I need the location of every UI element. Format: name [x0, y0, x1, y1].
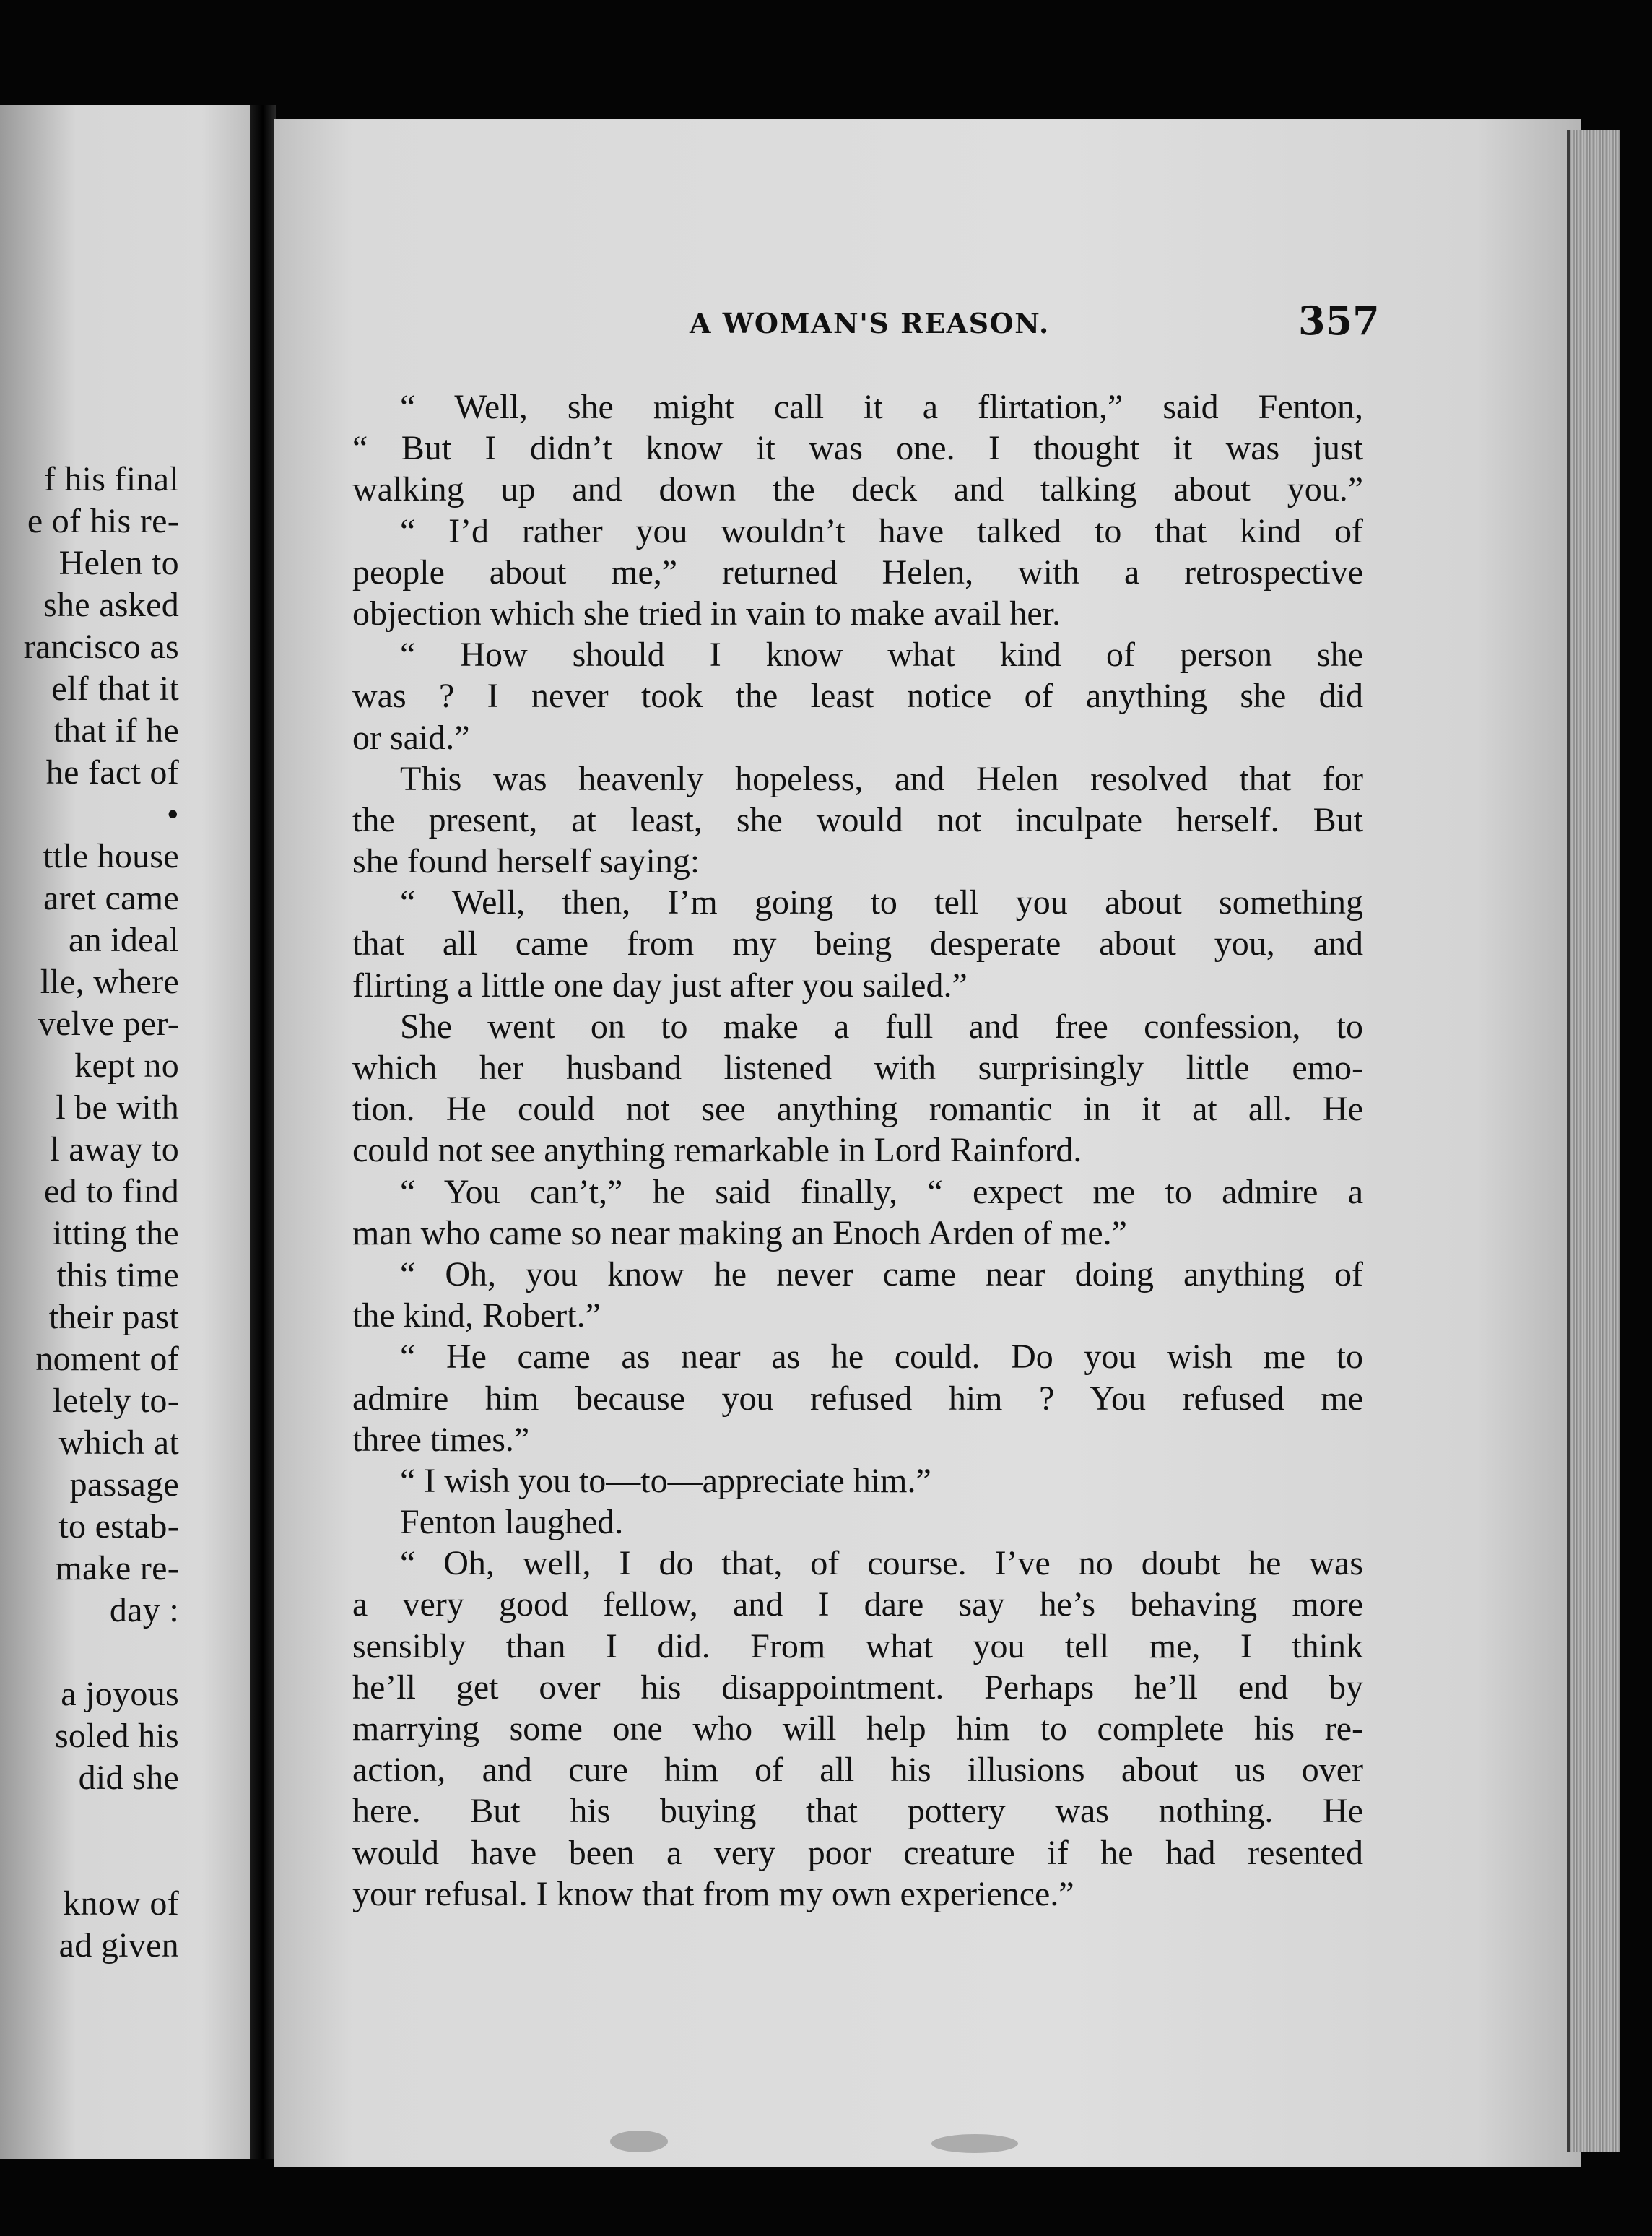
left-line: e of his re- — [27, 502, 179, 540]
left-line: l be with — [56, 1088, 179, 1127]
left-line: an ideal — [69, 921, 179, 959]
text-line: “ Well, then, I’m going to tell you about something — [400, 883, 1363, 922]
text-line: people about me,” returned Helen, with a retrospective — [352, 552, 1363, 592]
left-line: know of — [63, 1884, 179, 1923]
text-line: “ Oh, well, I do that, of course. I’ve no doubt he was — [400, 1544, 1363, 1583]
text-line: here. But his buying that pottery was nothing. He — [352, 1792, 1363, 1831]
body-text — [352, 386, 1363, 1915]
text-line: that all came from my being desperate about you, and — [352, 924, 1363, 963]
left-line: l away to — [50, 1130, 179, 1169]
left-line: passage — [69, 1465, 179, 1504]
text-line: she found herself saying: — [352, 842, 700, 881]
left-line: aret came — [43, 879, 179, 917]
left-line: that if he — [53, 711, 179, 750]
text-line: Fenton laughed. — [400, 1503, 624, 1542]
left-line: this time — [56, 1256, 179, 1294]
left-line: elf that it — [51, 670, 179, 708]
left-line: lle, where — [40, 963, 179, 1001]
text-line: which her husband listened with surprisingly little emo- — [352, 1049, 1363, 1087]
text-line: action, and cure him of all his illusions about us over — [352, 1751, 1363, 1790]
left-line: noment of — [35, 1340, 179, 1378]
text-line: “ Well, she might call it a flirtation,” said Fenton, — [400, 388, 1363, 426]
left-line: ad given — [58, 1926, 179, 1964]
left-line: ttle house — [43, 837, 179, 875]
left-line: • — [166, 795, 179, 833]
left-line: ed to find — [44, 1172, 179, 1210]
page-scuff-mark — [931, 2134, 1018, 2153]
running-head: A WOMAN'S REASON. — [690, 307, 1050, 339]
text-line: This was heavenly hopeless, and Helen resolved that for — [400, 759, 1363, 798]
left-line: day : — [109, 1591, 179, 1629]
page-scuff-mark — [610, 2131, 668, 2152]
text-line: admire him because you refused him ? You refused me — [352, 1379, 1363, 1418]
book-gutter — [250, 105, 276, 2159]
text-line: “ I wish you to—to—appreciate him.” — [400, 1461, 931, 1500]
text-line: sensibly than I did. From what you tell me, I think — [352, 1626, 1363, 1665]
text-line: “ I’d rather you wouldn’t have talked to that kind of — [400, 511, 1363, 550]
page-number: 357 — [1298, 298, 1380, 344]
text-line: would have been a very poor creature if he had resented — [352, 1833, 1363, 1872]
text-line: “ But I didn’t know it was one. I thought it was just — [352, 429, 1363, 468]
text-line: the kind, Robert.” — [352, 1296, 601, 1335]
text-line: objection which she tried in vain to make avail her. — [352, 594, 1061, 633]
left-line: did she — [78, 1759, 179, 1797]
text-line: marrying some one who will help him to complete his re- — [352, 1710, 1363, 1748]
text-line: tion. He could not see anything romantic in it at all. He — [352, 1090, 1363, 1129]
left-line: she asked — [43, 586, 179, 624]
text-line: “ Oh, you know he never came near doing anything of — [400, 1254, 1363, 1294]
text-line: flirting a little one day just after you sailed.” — [352, 966, 968, 1005]
text-line: three times.” — [352, 1420, 530, 1459]
text-line: “ He came as near as he could. Do you wish me to — [400, 1338, 1363, 1377]
left-line: a joyous — [61, 1675, 179, 1713]
text-line: walking up and down the deck and talking about you.” — [352, 470, 1363, 509]
left-line: rancisco as — [23, 628, 179, 666]
page-edges — [1567, 130, 1620, 2152]
left-line: their past — [48, 1298, 179, 1336]
left-line: velve per- — [38, 1005, 179, 1043]
text-line: man who came so near making an Enoch Arden of me.” — [352, 1213, 1127, 1252]
left-line: kept no — [74, 1046, 179, 1085]
text-line: “ How should I know what kind of person she — [400, 636, 1363, 675]
text-line: the present, at least, she would not inculpate herself. But — [352, 800, 1363, 839]
left-line: itting the — [53, 1214, 179, 1252]
text-line: She went on to make a full and free confession, to — [400, 1007, 1363, 1046]
left-line: Helen to — [58, 544, 179, 582]
text-line: was ? I never took the least notice of anything she did — [352, 677, 1363, 716]
left-line: f his final — [43, 460, 179, 498]
text-line: your refusal. I know that from my own experience.” — [352, 1874, 1074, 1913]
left-line: which at — [58, 1424, 179, 1462]
text-line: he’ll get over his disappointment. Perhaps he’ll end by — [352, 1668, 1363, 1707]
left-page — [0, 105, 253, 2159]
text-line: a very good fellow, and I dare say he’s behaving more — [352, 1585, 1363, 1624]
text-line: “ You can’t,” he said finally, “ expect me to admire a — [400, 1172, 1363, 1211]
text-line: or said.” — [352, 718, 470, 757]
left-line: make re- — [55, 1549, 179, 1587]
text-line: could not see anything remarkable in Lord Rainford. — [352, 1131, 1082, 1170]
left-line: letely to- — [53, 1382, 179, 1420]
left-line: to estab- — [58, 1507, 179, 1546]
left-line: soled his — [54, 1717, 179, 1755]
left-line: he fact of — [45, 753, 179, 792]
